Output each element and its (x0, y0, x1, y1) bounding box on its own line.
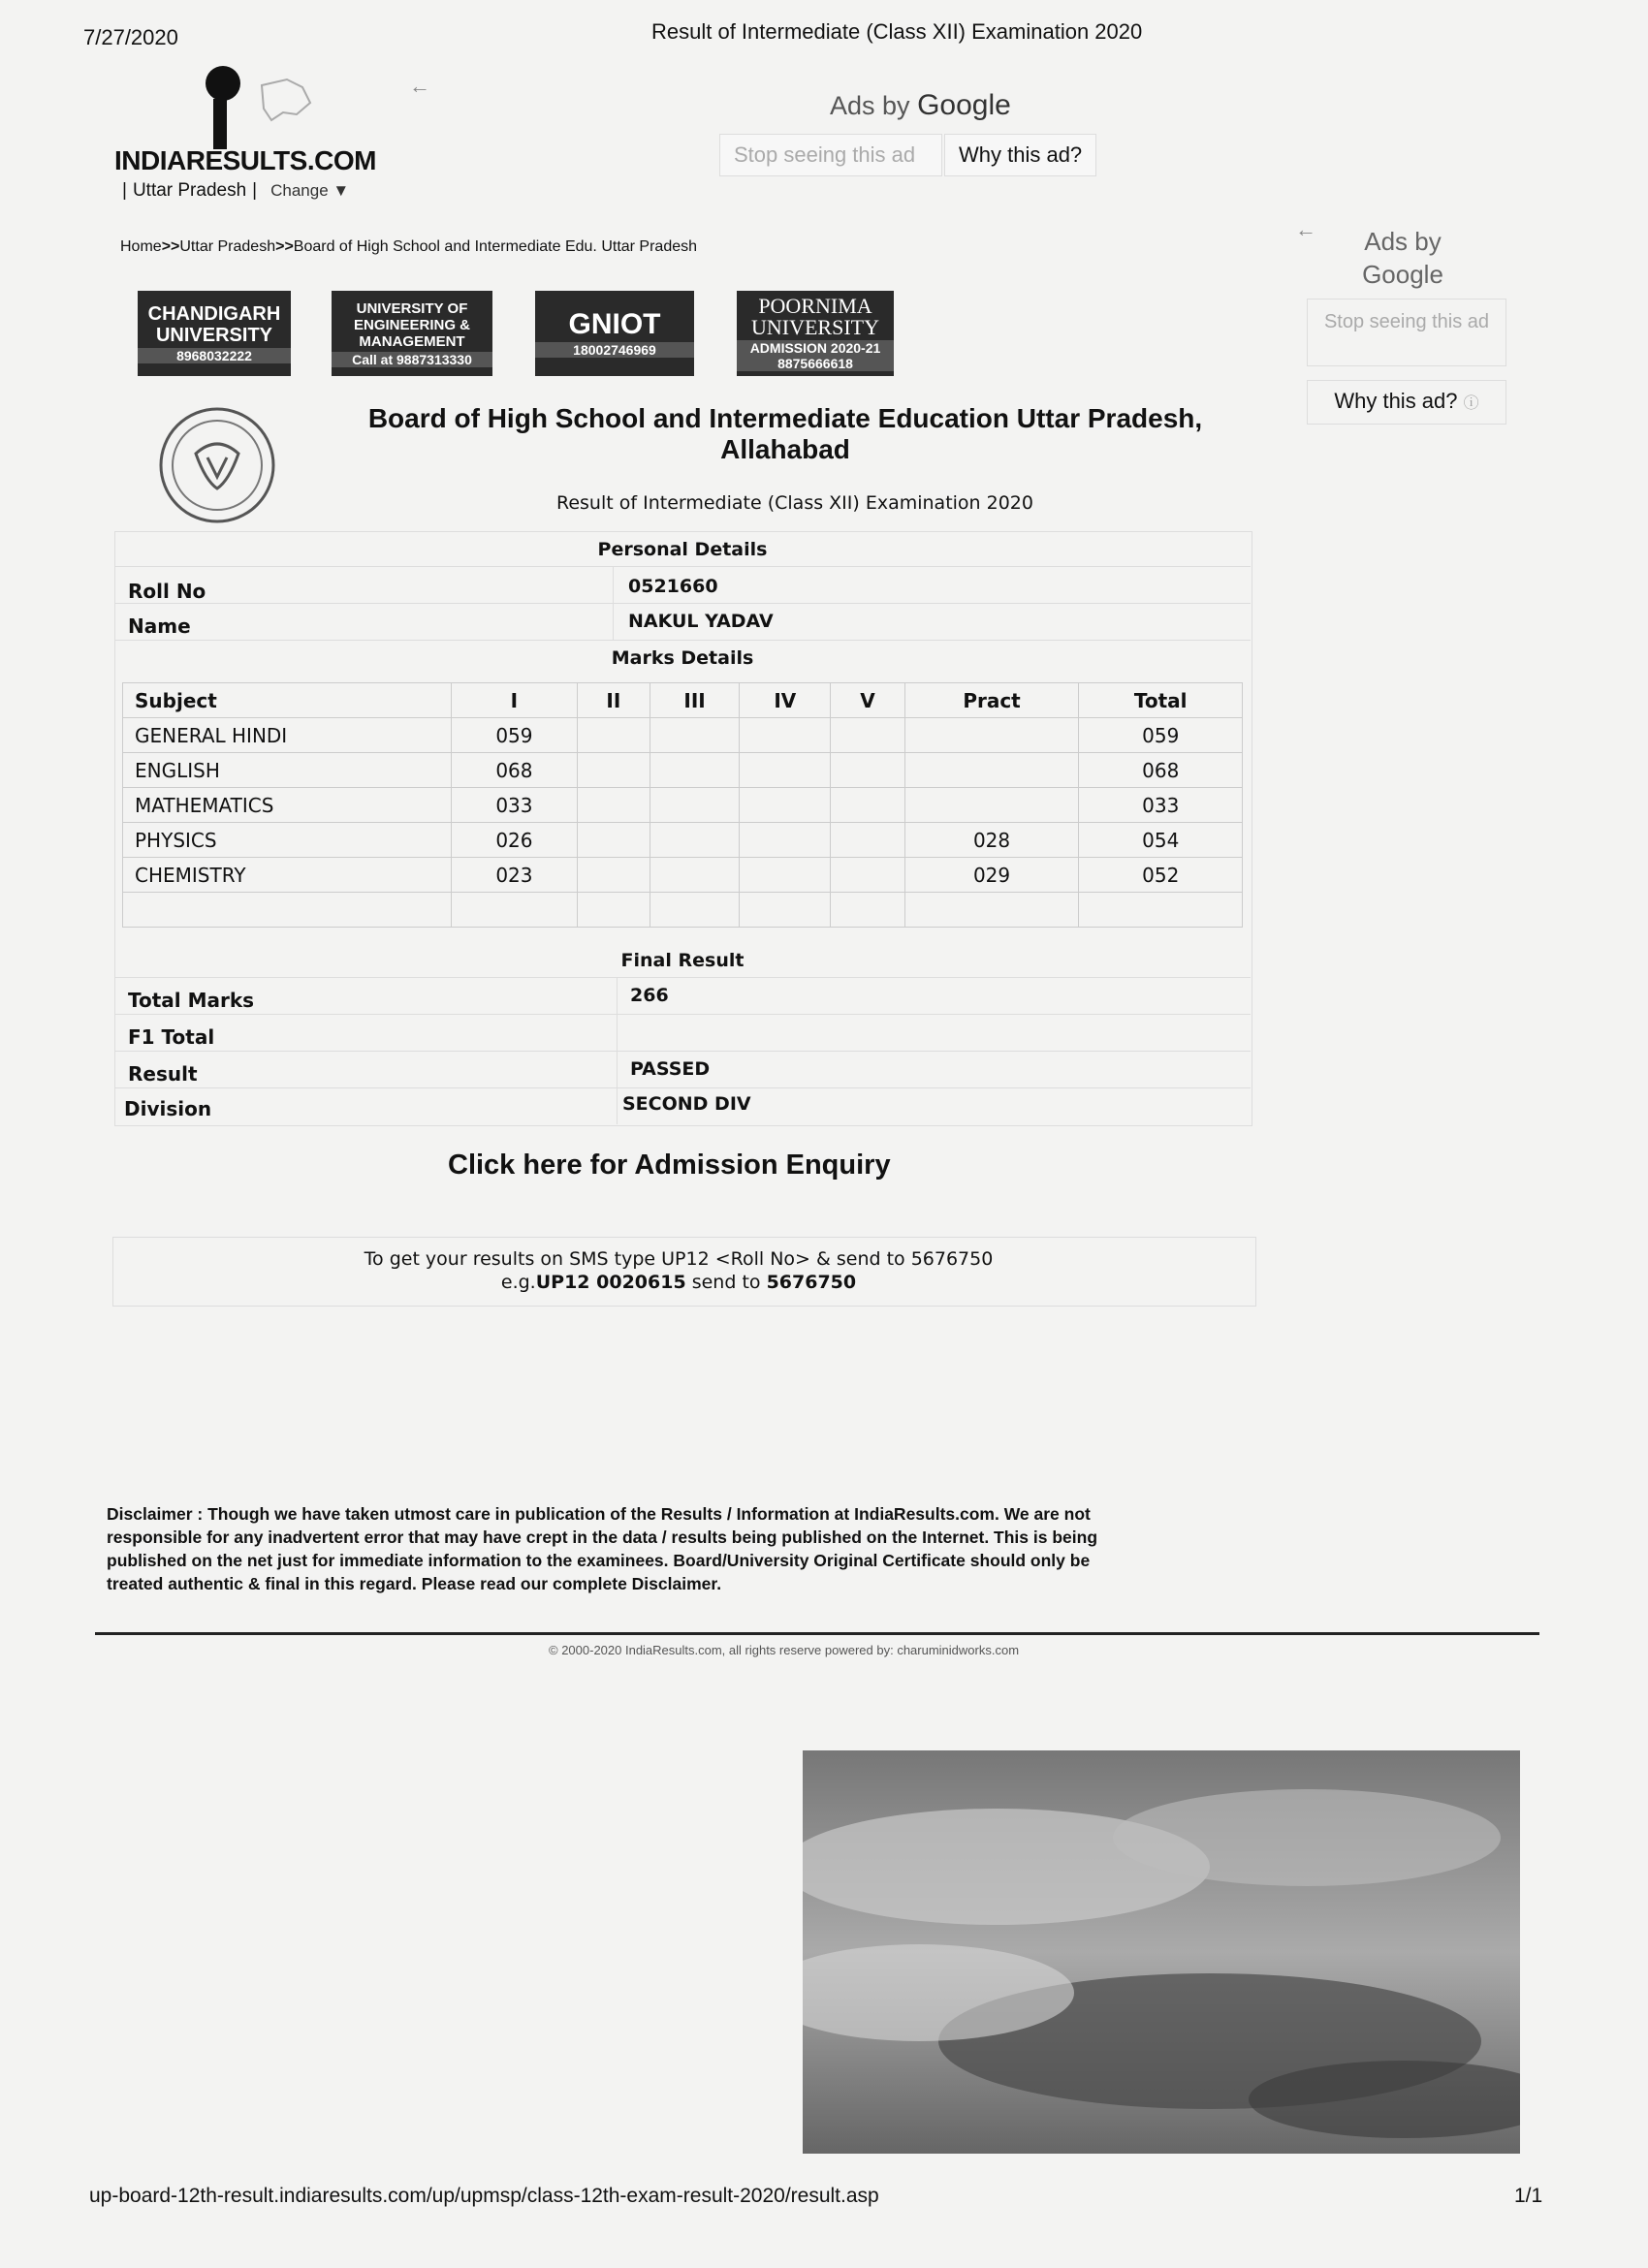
col-v: V (831, 683, 904, 718)
top-ad-header[interactable] (830, 89, 1011, 122)
marks-cell (740, 858, 831, 893)
board-seal-emblem (157, 405, 277, 525)
col-i: I (452, 683, 578, 718)
f1-total-label: F1 Total (128, 1025, 215, 1049)
why-this-ad-button[interactable]: Why this ad? (944, 134, 1096, 176)
marks-cell (650, 858, 740, 893)
subject-cell: CHEMISTRY (123, 858, 452, 893)
subject-cell: ENGLISH (123, 753, 452, 788)
page-number: 1/1 (1514, 2185, 1543, 2207)
print-title: Result of Intermediate (Class XII) Examination 2020 (651, 19, 1143, 44)
admission-enquiry-link[interactable]: Click here for Admission Enquiry (448, 1150, 891, 1181)
marks-cell: 029 (904, 858, 1079, 893)
marks-cell (577, 718, 650, 753)
board-title: Board of High School and Intermediate Education Uttar Pradesh, Allahabad (367, 403, 1203, 464)
banner-phone: Call at 9887313330 (332, 352, 492, 367)
total-marks-label: Total Marks (128, 989, 255, 1012)
banner-title: POORNIMA UNIVERSITY (751, 294, 879, 339)
col-iii: III (650, 683, 740, 718)
roll-no-label: Roll No (128, 580, 206, 603)
print-date: 7/27/2020 (83, 25, 178, 49)
copyright-text: © 2000-2020 IndiaResults.com, all rights reserve powered by: charuminidworks.com (549, 1643, 1020, 1657)
marks-cell: 068 (452, 753, 578, 788)
marks-cell (577, 823, 650, 858)
division-label: Division (124, 1097, 212, 1120)
marks-row (123, 788, 1243, 823)
page-url: up-board-12th-result.indiaresults.com/up/upmsp/class-12th-exam-result-2020/result.asp (89, 2185, 879, 2207)
stop-seeing-ad-button[interactable]: Stop seeing this ad (719, 134, 942, 176)
final-result-heading: Final Result (620, 950, 745, 971)
marks-cell (650, 893, 740, 928)
marks-cell (577, 858, 650, 893)
marks-details-heading: Marks Details (611, 647, 754, 669)
sms-example (291, 1272, 1066, 1293)
sms-send-label: send to (685, 1272, 767, 1293)
marks-cell (831, 823, 904, 858)
marks-cell (740, 893, 831, 928)
marks-row (123, 718, 1243, 753)
marks-cell (577, 788, 650, 823)
sms-number: 5676750 (766, 1272, 857, 1293)
sms-example-code: UP12 0020615 (535, 1272, 686, 1293)
change-region-link[interactable]: Change ▼ (270, 181, 350, 200)
divider (114, 603, 1251, 604)
cloud-sky-photo (803, 1750, 1520, 2154)
google-label: Google (1362, 260, 1443, 289)
banner-gniot[interactable] (535, 291, 694, 376)
marks-table (122, 682, 1243, 928)
breadcrumb-state[interactable]: Uttar Pradesh (179, 238, 276, 255)
col-ii: II (577, 683, 650, 718)
subject-cell: GENERAL HINDI (123, 718, 452, 753)
name-value: NAKUL YADAV (628, 611, 774, 632)
banner-phone: 8968032222 (138, 348, 291, 363)
banner-chandigarh-university[interactable] (138, 291, 291, 376)
result-value: PASSED (630, 1058, 711, 1080)
marks-cell (904, 718, 1079, 753)
separator: | (252, 180, 258, 201)
side-stop-seeing-ad-button[interactable]: Stop seeing this ad (1307, 299, 1506, 366)
side-ad-back-arrow-icon[interactable]: ← (1295, 217, 1316, 241)
exam-title: Result of Intermediate (Class XII) Examination 2020 (556, 492, 1033, 514)
marks-cell (831, 858, 904, 893)
marks-cell: 023 (452, 858, 578, 893)
subject-cell: PHYSICS (123, 823, 452, 858)
marks-cell: 052 (1079, 858, 1243, 893)
result-label: Result (128, 1062, 198, 1086)
marks-cell (577, 753, 650, 788)
marks-cell (577, 893, 650, 928)
divider (114, 1014, 1251, 1015)
marks-cell (740, 718, 831, 753)
banner-title: UNIVERSITY OF ENGINEERING & MANAGEMENT (353, 299, 470, 350)
banner-phone: ADMISSION 2020-21 8875666618 (737, 340, 894, 371)
personal-details-heading: Personal Details (597, 539, 768, 560)
total-marks-value: 266 (630, 985, 669, 1006)
name-label: Name (128, 614, 191, 638)
marks-cell (452, 893, 578, 928)
breadcrumb-board[interactable]: Board of High School and Intermediate Edu. Uttar Pradesh (293, 238, 698, 255)
roll-no-value: 0521660 (628, 576, 718, 597)
info-icon: ⓘ (1463, 395, 1479, 412)
marks-cell: 033 (452, 788, 578, 823)
col-pract: Pract (904, 683, 1079, 718)
divider (114, 566, 1251, 567)
marks-cell: 026 (452, 823, 578, 858)
region-label: Uttar Pradesh (132, 180, 247, 201)
banner-phone: 18002746969 (535, 342, 694, 358)
marks-cell (831, 893, 904, 928)
marks-cell (740, 823, 831, 858)
banner-title: CHANDIGARH UNIVERSITY (147, 303, 281, 346)
site-logo-text[interactable]: INDIARESULTS.COM (114, 145, 376, 175)
marks-row (123, 893, 1243, 928)
divider (114, 1051, 1251, 1052)
disclaimer-text: Disclaimer : Though we have taken utmost care in publication of the Results / Information at IndiaResults.com. We are not responsible for any inadvertent error that may have crept in the data / results being published on the Internet. This is being published on the net just for immediate information to the examinees. Board/University Original Certificate should only be treated authentic & final in this regard. Please read our complete Disclaimer. (107, 1504, 1098, 1593)
marks-cell: 059 (1079, 718, 1243, 753)
side-ad-header[interactable] (1353, 225, 1452, 291)
google-label: Google (917, 89, 1011, 121)
marks-cell (904, 753, 1079, 788)
marks-cell (904, 893, 1079, 928)
marks-cell (650, 788, 740, 823)
divider (114, 1087, 1251, 1088)
sms-instructions: To get your results on SMS type UP12 <Roll No> & send to 5676750 (364, 1248, 994, 1270)
marks-row (123, 858, 1243, 893)
marks-row (123, 823, 1243, 858)
ads-by-label: Ads by (830, 91, 910, 120)
divider (114, 977, 1251, 978)
divider (617, 977, 618, 1124)
marks-cell (650, 718, 740, 753)
marks-cell: 059 (452, 718, 578, 753)
banner-poornima[interactable] (737, 291, 894, 376)
subject-cell (123, 893, 452, 928)
indiaresults-logo-icon[interactable] (194, 64, 330, 151)
side-why-this-ad-button[interactable] (1307, 380, 1506, 425)
breadcrumb: Home>>Uttar Pradesh>>Board of High School and Intermediate Edu. Uttar Pradesh (120, 238, 698, 255)
marks-cell: 054 (1079, 823, 1243, 858)
col-total: Total (1079, 683, 1243, 718)
marks-header-row (123, 683, 1243, 718)
marks-row (123, 753, 1243, 788)
why-label: Why this ad? (1334, 389, 1458, 413)
marks-cell (831, 788, 904, 823)
region-selector (116, 180, 349, 202)
marks-cell: 068 (1079, 753, 1243, 788)
marks-cell (650, 823, 740, 858)
marks-cell: 028 (904, 823, 1079, 858)
back-arrow-icon[interactable]: ← (409, 74, 430, 98)
marks-cell: 033 (1079, 788, 1243, 823)
marks-cell (831, 718, 904, 753)
subject-cell: MATHEMATICS (123, 788, 452, 823)
marks-cell (740, 788, 831, 823)
footer-rule (95, 1632, 1539, 1635)
divider (114, 640, 1251, 641)
ads-by-label: Ads by (1364, 227, 1442, 256)
banner-uem[interactable] (332, 291, 492, 376)
separator: | (122, 180, 127, 201)
marks-cell (904, 788, 1079, 823)
marks-cell (740, 753, 831, 788)
marks-cell (831, 753, 904, 788)
marks-cell (1079, 893, 1243, 928)
marks-cell (650, 753, 740, 788)
sms-eg-label: e.g. (500, 1272, 536, 1293)
col-iv: IV (740, 683, 831, 718)
division-value: SECOND DIV (622, 1093, 751, 1115)
col-subject: Subject (123, 683, 452, 718)
banner-title: GNIOT (568, 308, 661, 340)
divider (613, 566, 614, 640)
breadcrumb-home[interactable]: Home (120, 238, 162, 255)
